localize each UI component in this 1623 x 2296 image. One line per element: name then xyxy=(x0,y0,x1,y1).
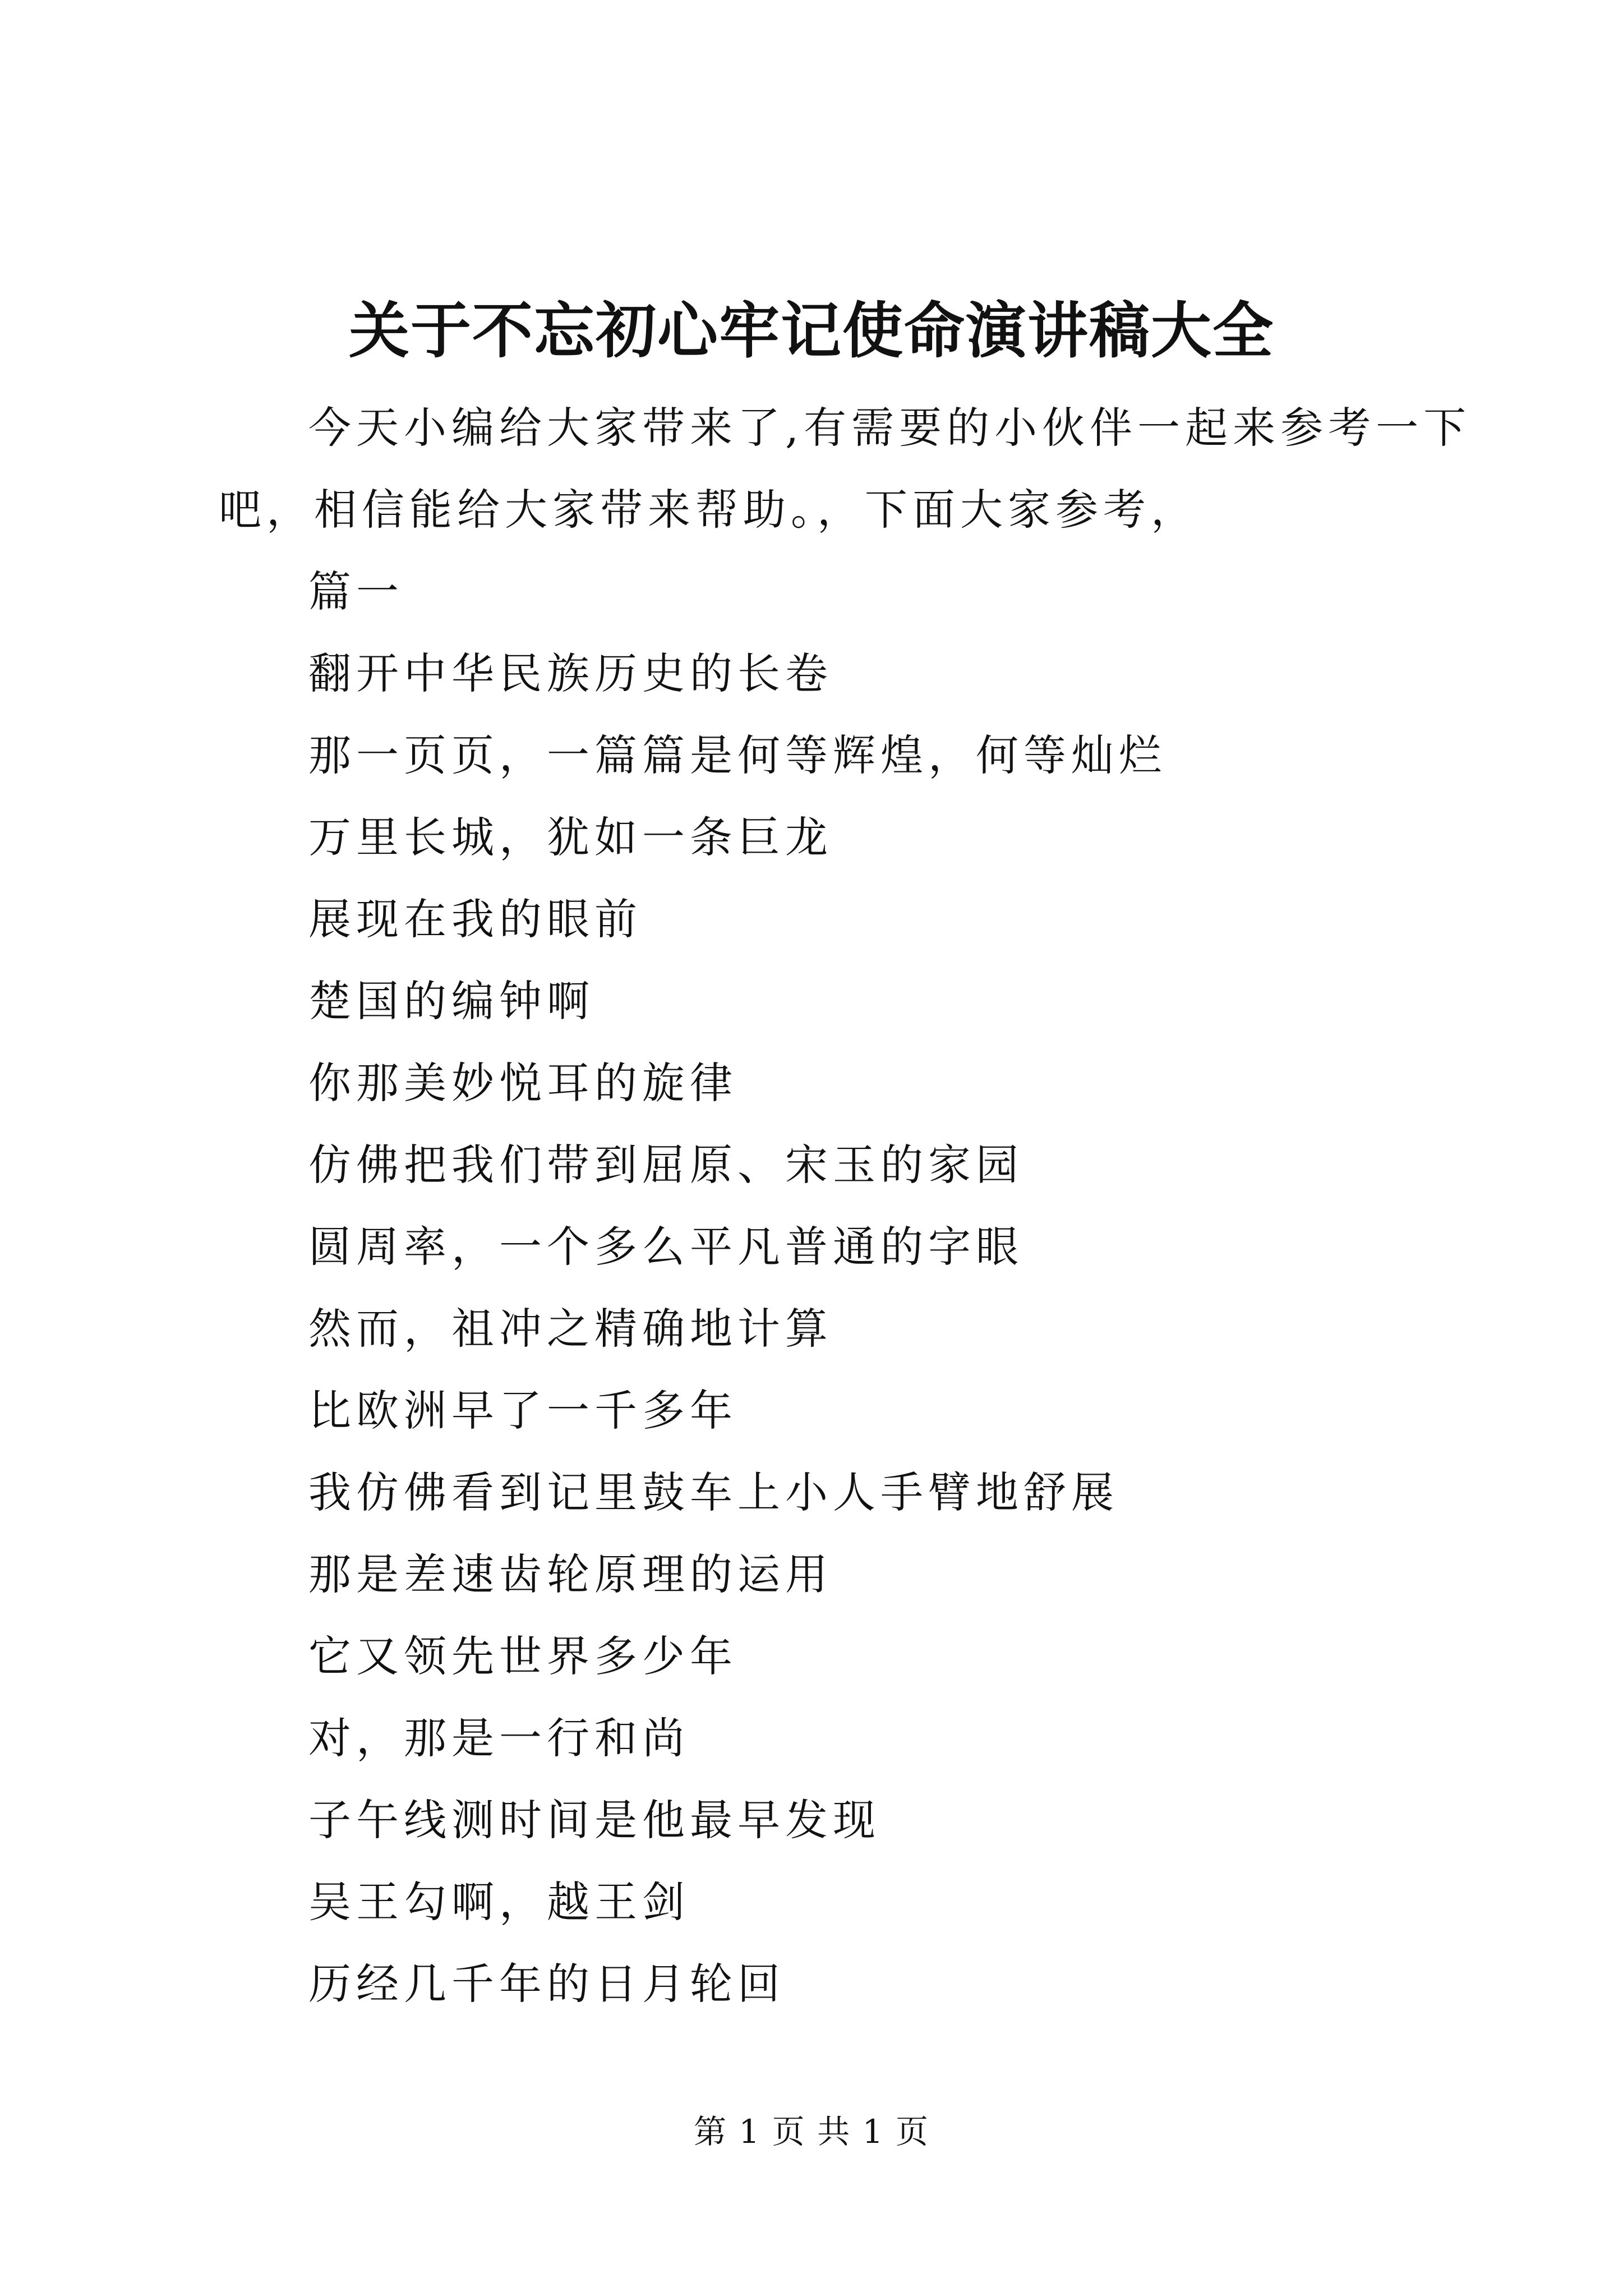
section-heading: 篇一 xyxy=(308,567,404,616)
poem-line: 翻开中华民族历史的长卷 xyxy=(308,648,833,698)
poem-line: 那一页页，一篇篇是何等辉煌，何等灿烂 xyxy=(308,730,1166,780)
poem-line: 然而，祖冲之精确地计算 xyxy=(308,1304,833,1354)
page-footer: 第 1 页 共 1 页 xyxy=(694,2113,929,2151)
poem-line: 圆周率，一个多么平凡普通的字眼 xyxy=(308,1222,1023,1272)
document-title: 关于不忘初心牢记使命演讲稿大全 xyxy=(348,296,1274,366)
poem-lines xyxy=(219,551,1481,2025)
poem-line: 历经几千年的日月轮回 xyxy=(308,1959,785,2009)
poem-line: 它又领先世界多少年 xyxy=(308,1631,737,1681)
poem-line: 你那美妙悦耳的旋律 xyxy=(308,1058,737,1108)
poem-line: 吴王勾啊，越王剑 xyxy=(308,1877,690,1927)
poem-line: 楚国的编钟啊 xyxy=(308,976,594,1026)
poem-line: 比欧洲早了一千多年 xyxy=(308,1386,737,1435)
document-body xyxy=(219,387,1481,2025)
poem-line: 那是差速齿轮原理的运用 xyxy=(308,1549,833,1599)
poem-line: 万里长城，犹如一条巨龙 xyxy=(308,812,833,862)
poem-line: 对，那是一行和尚 xyxy=(308,1713,690,1763)
intro-paragraph: 今天小编给大家带来了,有需要的小伙伴一起来参考一下吧，相信能给大家带来帮助。，下面大家参考， xyxy=(219,403,1472,535)
poem-line: 展现在我的眼前 xyxy=(308,894,642,944)
poem-line: 我仿佛看到记里鼓车上小人手臂地舒展 xyxy=(308,1467,1119,1517)
poem-line: 子午线测时间是他最早发现 xyxy=(308,1795,880,1845)
poem-line: 仿佛把我们带到屈原、宋玉的家园 xyxy=(308,1140,1023,1190)
